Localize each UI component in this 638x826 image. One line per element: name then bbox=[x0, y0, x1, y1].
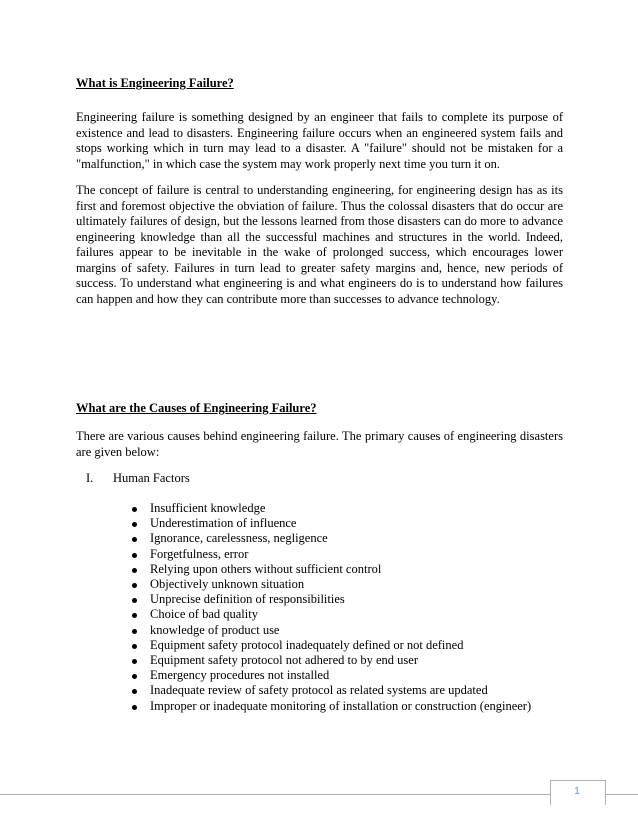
human-factors-list bbox=[130, 501, 531, 714]
category-number: I. bbox=[86, 471, 94, 485]
list-item: Relying upon others without sufficient control bbox=[130, 562, 531, 577]
paragraph-definition: Engineering failure is something designed by an engineer that fails to complete its purpose of existence and lead to disasters. Engineering failure occurs when an engineered system fails and stops working which in turn may lead to a disaster. A "failure" should not be mistaken for a "malfunction," in which case the system may work properly next time you turn it on. bbox=[76, 110, 563, 171]
paragraph-causes-intro: There are various causes behind engineering failure. The primary causes of engineering disasters are given below: bbox=[76, 429, 563, 459]
footer-divider bbox=[0, 794, 638, 795]
list-item: Ignorance, carelessness, negligence bbox=[130, 531, 531, 546]
list-item: Underestimation of influence bbox=[130, 516, 531, 531]
list-item: Equipment safety protocol inadequately defined or not defined bbox=[130, 638, 531, 653]
list-item: Choice of bad quality bbox=[130, 607, 531, 622]
list-item: Unprecise definition of responsibilities bbox=[130, 592, 531, 607]
list-item: Objectively unknown situation bbox=[130, 577, 531, 592]
page-number: 1 bbox=[574, 786, 580, 797]
paragraph-concept: The concept of failure is central to understanding engineering, for engineering design has as its first and foremost objective the obviation of failure. Thus the colossal disasters that do occur are ultimately failures of design, but the lessons learned from those disasters can do more to advance engineering knowledge than all the successful machines and structures in the world. Indeed, failures appear to be inevitable in the wake of prolonged success, which encourages lower margins of safety. Failures in turn lead to greater safety margins and, hence, new periods of success. To understand what engineering is and what engineers do is to understand how failures can happen and how they can contribute more than successes to advance technology. bbox=[76, 183, 563, 306]
list-item: Insufficient knowledge bbox=[130, 501, 531, 516]
list-item: Inadequate review of safety protocol as related systems are updated bbox=[130, 683, 531, 698]
list-item: Forgetfulness, error bbox=[130, 547, 531, 562]
list-item: Improper or inadequate monitoring of installation or construction (engineer) bbox=[130, 699, 531, 714]
section-heading-causes: What are the Causes of Engineering Failure? bbox=[76, 401, 317, 415]
list-item: Equipment safety protocol not adhered to by end user bbox=[130, 653, 531, 668]
list-item: Emergency procedures not installed bbox=[130, 668, 531, 683]
list-item: knowledge of product use bbox=[130, 623, 531, 638]
section-heading-what-is-failure: What is Engineering Failure? bbox=[76, 76, 234, 90]
category-label: Human Factors bbox=[113, 471, 190, 485]
category-human-factors bbox=[86, 471, 190, 486]
